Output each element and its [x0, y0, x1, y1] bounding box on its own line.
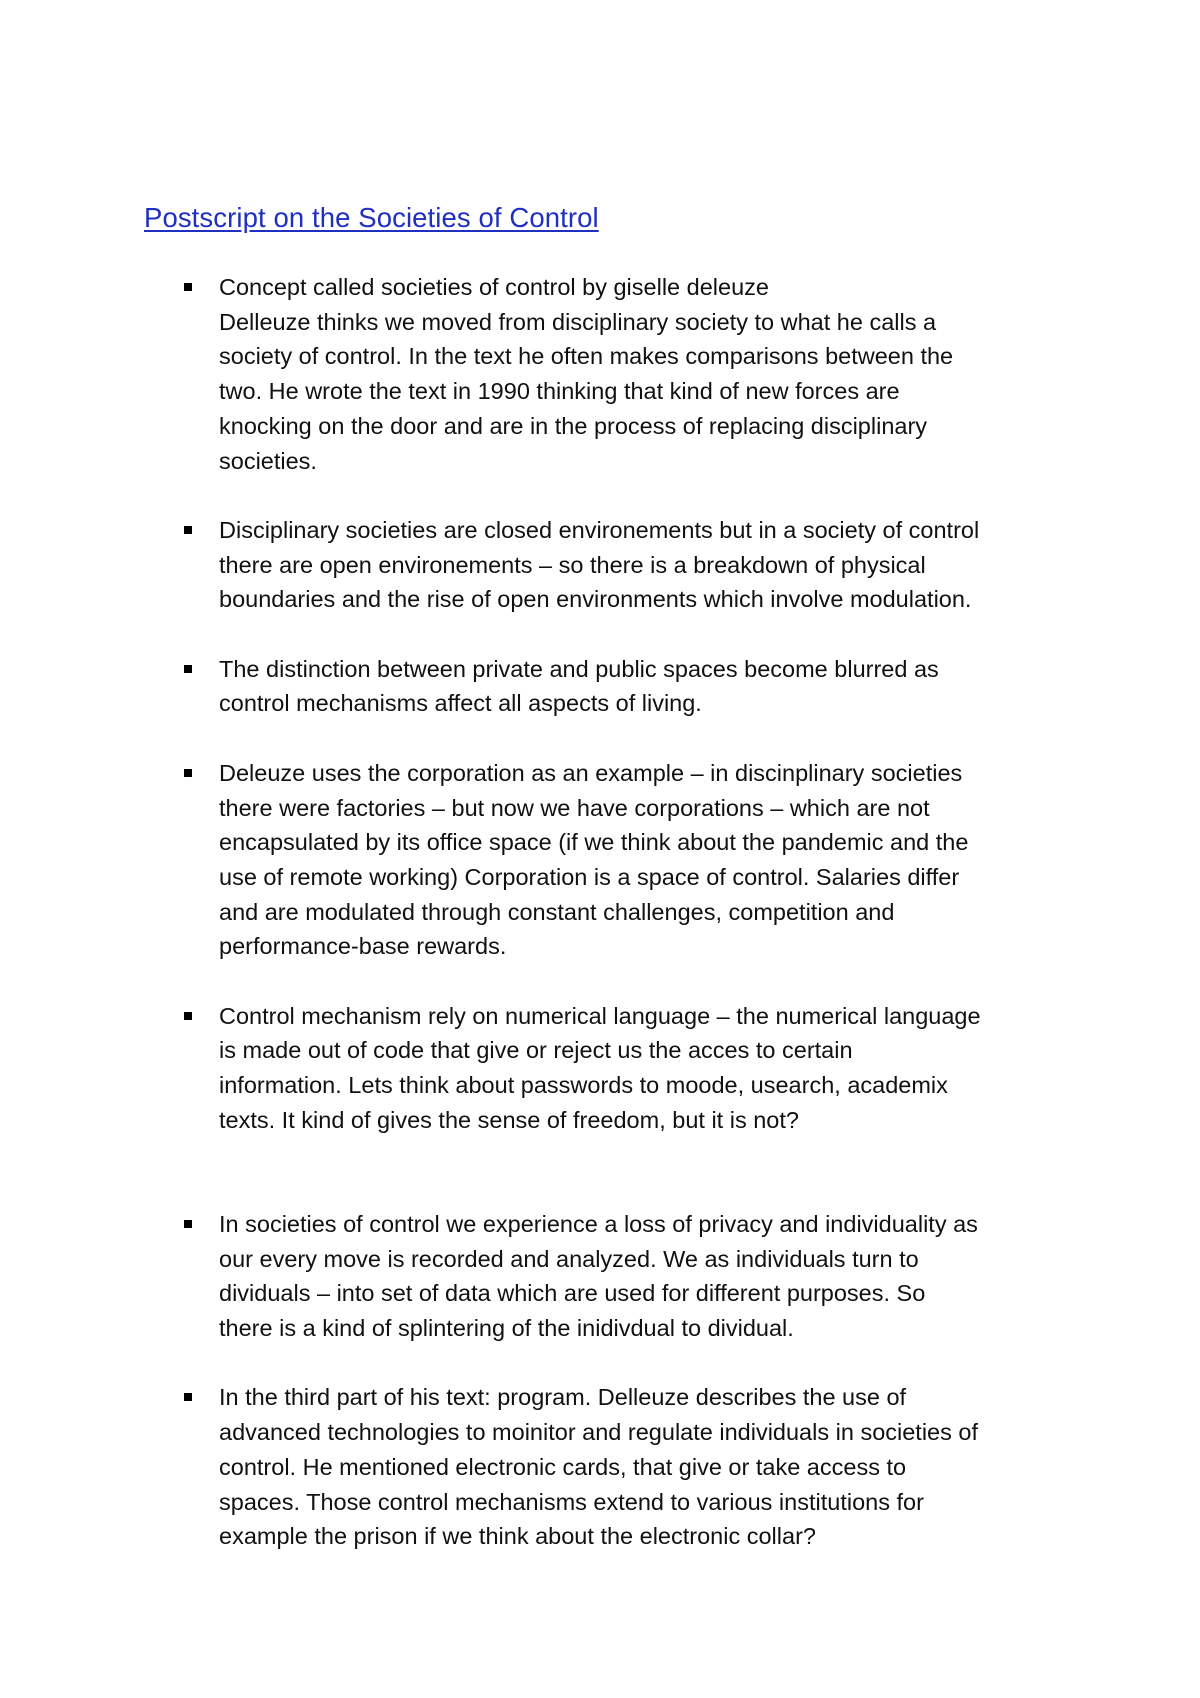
- bullet-item: [0, 1380, 1089, 1554]
- bullet-item: [0, 1207, 1089, 1346]
- bullet-text: Deleuze uses the corporation as an example – in discinplinary societies there were factories – but now we have corporations – which are not encapsulated by its office space (if we think about the pandemic and the use of remote working) Corporation is a space of control. Salaries differ and are modulated through constant challenges, competition and performance-base rewards.: [219, 759, 969, 960]
- bullet-item: [0, 999, 1089, 1138]
- bullet-text: The distinction between private and public spaces become blurred as control mechanisms affect all aspects of living.: [219, 655, 939, 717]
- bullet-text: Concept called societies of control by giselle deleuze Delleuze thinks we moved from disciplinary society to what he calls a society of control. In the text he often makes comparisons between the two. He wrote the text in 1990 thinking that kind of new forces are knocking on the door and are in the process of replacing disciplinary societies.: [219, 274, 954, 474]
- bullet-list: [0, 270, 1200, 1554]
- bullet-text: Disciplinary societies are closed environements but in a society of control there are open environements – so there is a breakdown of physical boundaries and the rise of open environments which involve modulation.: [219, 516, 980, 613]
- bullet-text: In societies of control we experience a loss of privacy and individuality as our every move is recorded and analyzed. We as individuals turn to dividuals – into set of data which are used for different purposes. So there is a kind of splintering of the inidivdual to dividual.: [219, 1210, 978, 1342]
- document-title[interactable]: Postscript on the Societies of Control: [144, 202, 599, 233]
- square-bullet-icon: [184, 665, 192, 673]
- square-bullet-icon: [184, 769, 192, 777]
- bullet-text: In the third part of his text: program. Delleuze describes the use of advanced technologies to moinitor and regulate individuals in societies of control. He mentioned electronic cards, that give or take access to spaces. Those control mechanisms extend to various institutions for example the prison if we think about the electronic collar?: [219, 1384, 978, 1550]
- bullet-item: [0, 756, 1089, 964]
- square-bullet-icon: [184, 1220, 192, 1228]
- bullet-text: Control mechanism rely on numerical language – the numerical language is made out of code that give or reject us the acces to certain information. Lets think about passwords to moode, usearch, academix texts. It kind of gives the sense of freedom, but it is not?: [219, 1002, 981, 1133]
- square-bullet-icon: [184, 526, 192, 534]
- square-bullet-icon: [184, 1393, 192, 1401]
- bullet-item: [0, 652, 1089, 721]
- square-bullet-icon: [184, 283, 192, 291]
- bullet-item: [0, 513, 1089, 617]
- bullet-item: [0, 270, 1089, 478]
- square-bullet-icon: [184, 1012, 192, 1020]
